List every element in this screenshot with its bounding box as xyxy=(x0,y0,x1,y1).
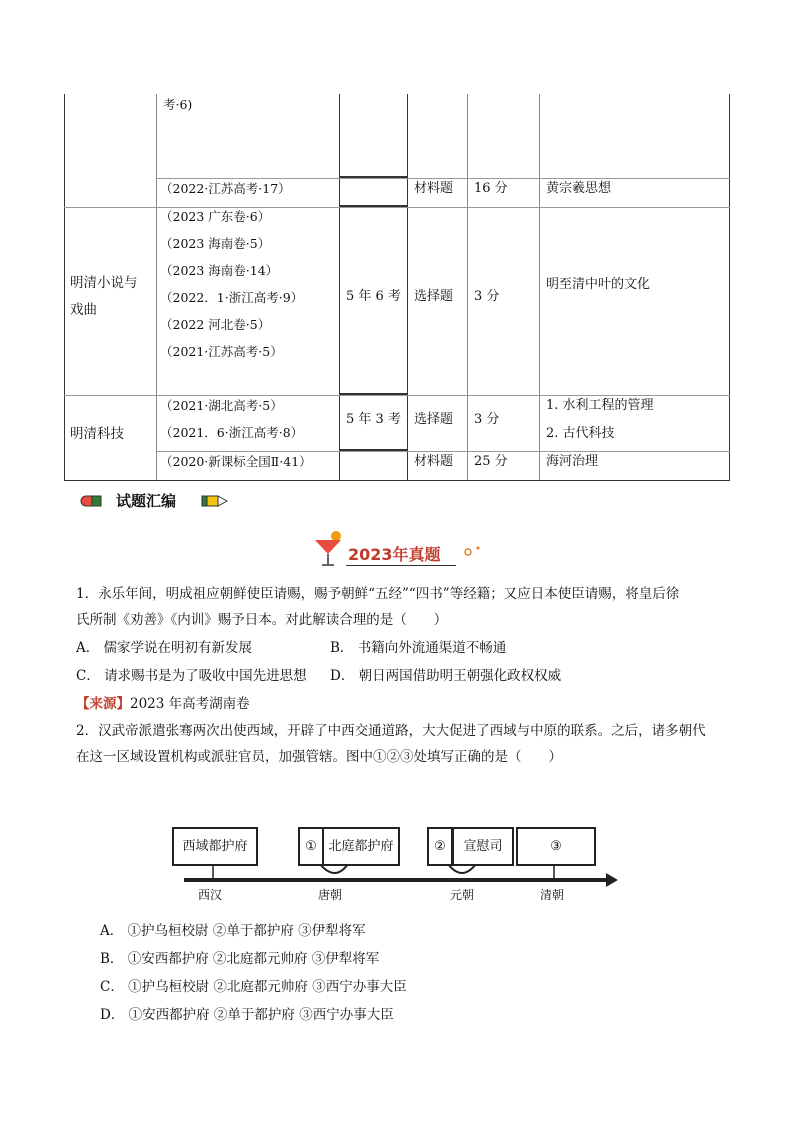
section-header xyxy=(80,490,240,512)
cocktail-glass-icon xyxy=(312,530,346,570)
question-type-cell: 选择题 xyxy=(414,412,454,427)
era-label-yuan: 元朝 xyxy=(450,888,475,902)
blank-2: ② xyxy=(427,827,453,866)
pencil-icon xyxy=(80,494,108,508)
source-cell: （2020·新课标全国Ⅱ·41） xyxy=(160,454,312,469)
option-c[interactable]: C． 请求赐书是为了吸收中国先进思想 xyxy=(76,668,307,684)
source-cell: （2023 海南卷·14） xyxy=(160,263,279,278)
table-row-line xyxy=(340,176,407,178)
table-col-line xyxy=(467,94,468,480)
source-text: 2023 年高考湖南卷 xyxy=(130,696,250,712)
source-cell: （2021．6·浙江高考·8） xyxy=(160,425,304,440)
box-xiyu-duhufu: 西域都护府 xyxy=(172,827,258,866)
source-cell: （2022 河北卷·5） xyxy=(160,317,271,332)
option-d[interactable]: D． 朝日两国借助明王朝强化政权权威 xyxy=(330,668,562,684)
question-type-cell: 材料题 xyxy=(414,181,454,196)
option-c[interactable]: C． ①护乌桓校尉 ②北庭都元帅府 ③西宁办事大臣 xyxy=(100,979,407,995)
box-xuanweisi: 宣慰司 xyxy=(452,827,514,866)
knowledge-point-cell: 1. 水利工程的管理 xyxy=(546,398,654,413)
table-border-left xyxy=(64,94,65,480)
option-d[interactable]: D． ①安西都护府 ②单于都护府 ③西宁办事大臣 xyxy=(100,1007,394,1023)
source-cell: （2023 广东卷·6） xyxy=(160,209,271,224)
era-label-qing: 清朝 xyxy=(540,888,565,902)
source-cell: （2021·湖北高考·5） xyxy=(160,398,283,413)
topic-cell: 明清小说与 xyxy=(70,275,138,291)
year-title: 2023年真题 xyxy=(348,545,441,564)
table-border-right xyxy=(729,94,730,480)
question-1-text: 1．永乐年间，明成祖应朝鲜使臣请赐，赐予朝鲜“五经”“四书”等经籍；又应日本使臣请赐，将皇后徐 xyxy=(76,586,680,602)
frequency-cell: 5 年 3 考 xyxy=(346,412,401,427)
section-title: 试题汇编 xyxy=(116,492,177,510)
banner-underline xyxy=(346,565,456,566)
knowledge-point-cell: 明至清中叶的文化 xyxy=(546,277,651,292)
diagram-connectors xyxy=(170,864,620,884)
question-1-text: 氏所制《劝善》《内训》赐予日本。对此解读合理的是（ ） xyxy=(76,612,448,628)
source-cell: （2022．1·浙江高考·9） xyxy=(160,290,304,305)
source-cell: 考·6) xyxy=(163,97,193,112)
source-cell: （2022·江苏高考·17） xyxy=(160,181,291,196)
era-label-tang: 唐朝 xyxy=(318,888,343,902)
question-type-cell: 材料题 xyxy=(414,454,454,469)
blank-1: ① xyxy=(298,827,324,866)
table-col-line xyxy=(156,94,157,480)
table-border-bottom xyxy=(64,480,730,481)
question-2-text: 在这一区域设置机构或派驻官员，加强管辖。图中①②③处填写正确的是（ ） xyxy=(76,749,562,765)
knowledge-point-cell: 海河治理 xyxy=(546,454,599,469)
table-corner xyxy=(64,94,65,95)
table-row-line xyxy=(340,393,407,395)
pencil-icon xyxy=(200,493,230,509)
table-row-line xyxy=(340,205,407,207)
option-a[interactable]: A． 儒家学说在明初有新发展 xyxy=(76,640,253,656)
frequency-cell: 5 年 6 考 xyxy=(346,289,401,304)
knowledge-point-cell: 2. 古代科技 xyxy=(546,426,615,441)
option-b[interactable]: B． 书籍向外流通渠道不畅通 xyxy=(330,640,507,656)
table-col-line xyxy=(407,94,408,480)
year-banner xyxy=(312,530,492,570)
option-a[interactable]: A． ①护乌桓校尉 ②单于都护府 ③伊犁将军 xyxy=(100,923,366,939)
table-col-line xyxy=(339,94,340,480)
score-cell: 16 分 xyxy=(474,181,508,196)
topic-cell: 戏曲 xyxy=(70,302,97,318)
question-type-cell: 选择题 xyxy=(414,289,454,304)
topic-cell: 明清科技 xyxy=(70,426,124,442)
timeline-diagram xyxy=(170,820,620,902)
source-cell: （2023 海南卷·5） xyxy=(160,236,271,251)
question-2-text: 2．汉武帝派遣张骞两次出使西域，开辟了中西交通道路，大大促进了西域与中原的联系。之后，诸多朝代 xyxy=(76,723,706,739)
blank-3: ③ xyxy=(516,827,596,866)
table-row-line xyxy=(340,449,407,451)
era-label-xihan: 西汉 xyxy=(198,888,223,902)
table-col-line xyxy=(539,94,540,480)
dots-decoration-icon xyxy=(460,544,486,564)
source-label: 【来源】 xyxy=(76,696,130,712)
score-cell: 3 分 xyxy=(474,412,500,427)
question-1-source xyxy=(76,690,250,718)
box-beiting-duhufu: 北庭都护府 xyxy=(322,827,400,866)
score-cell: 3 分 xyxy=(474,289,500,304)
knowledge-point-cell: 黄宗羲思想 xyxy=(546,181,612,196)
score-cell: 25 分 xyxy=(474,454,508,469)
source-cell: （2021·江苏高考·5） xyxy=(160,344,283,359)
option-b[interactable]: B． ①安西都护府 ②北庭都元帅府 ③伊犁将军 xyxy=(100,951,380,967)
